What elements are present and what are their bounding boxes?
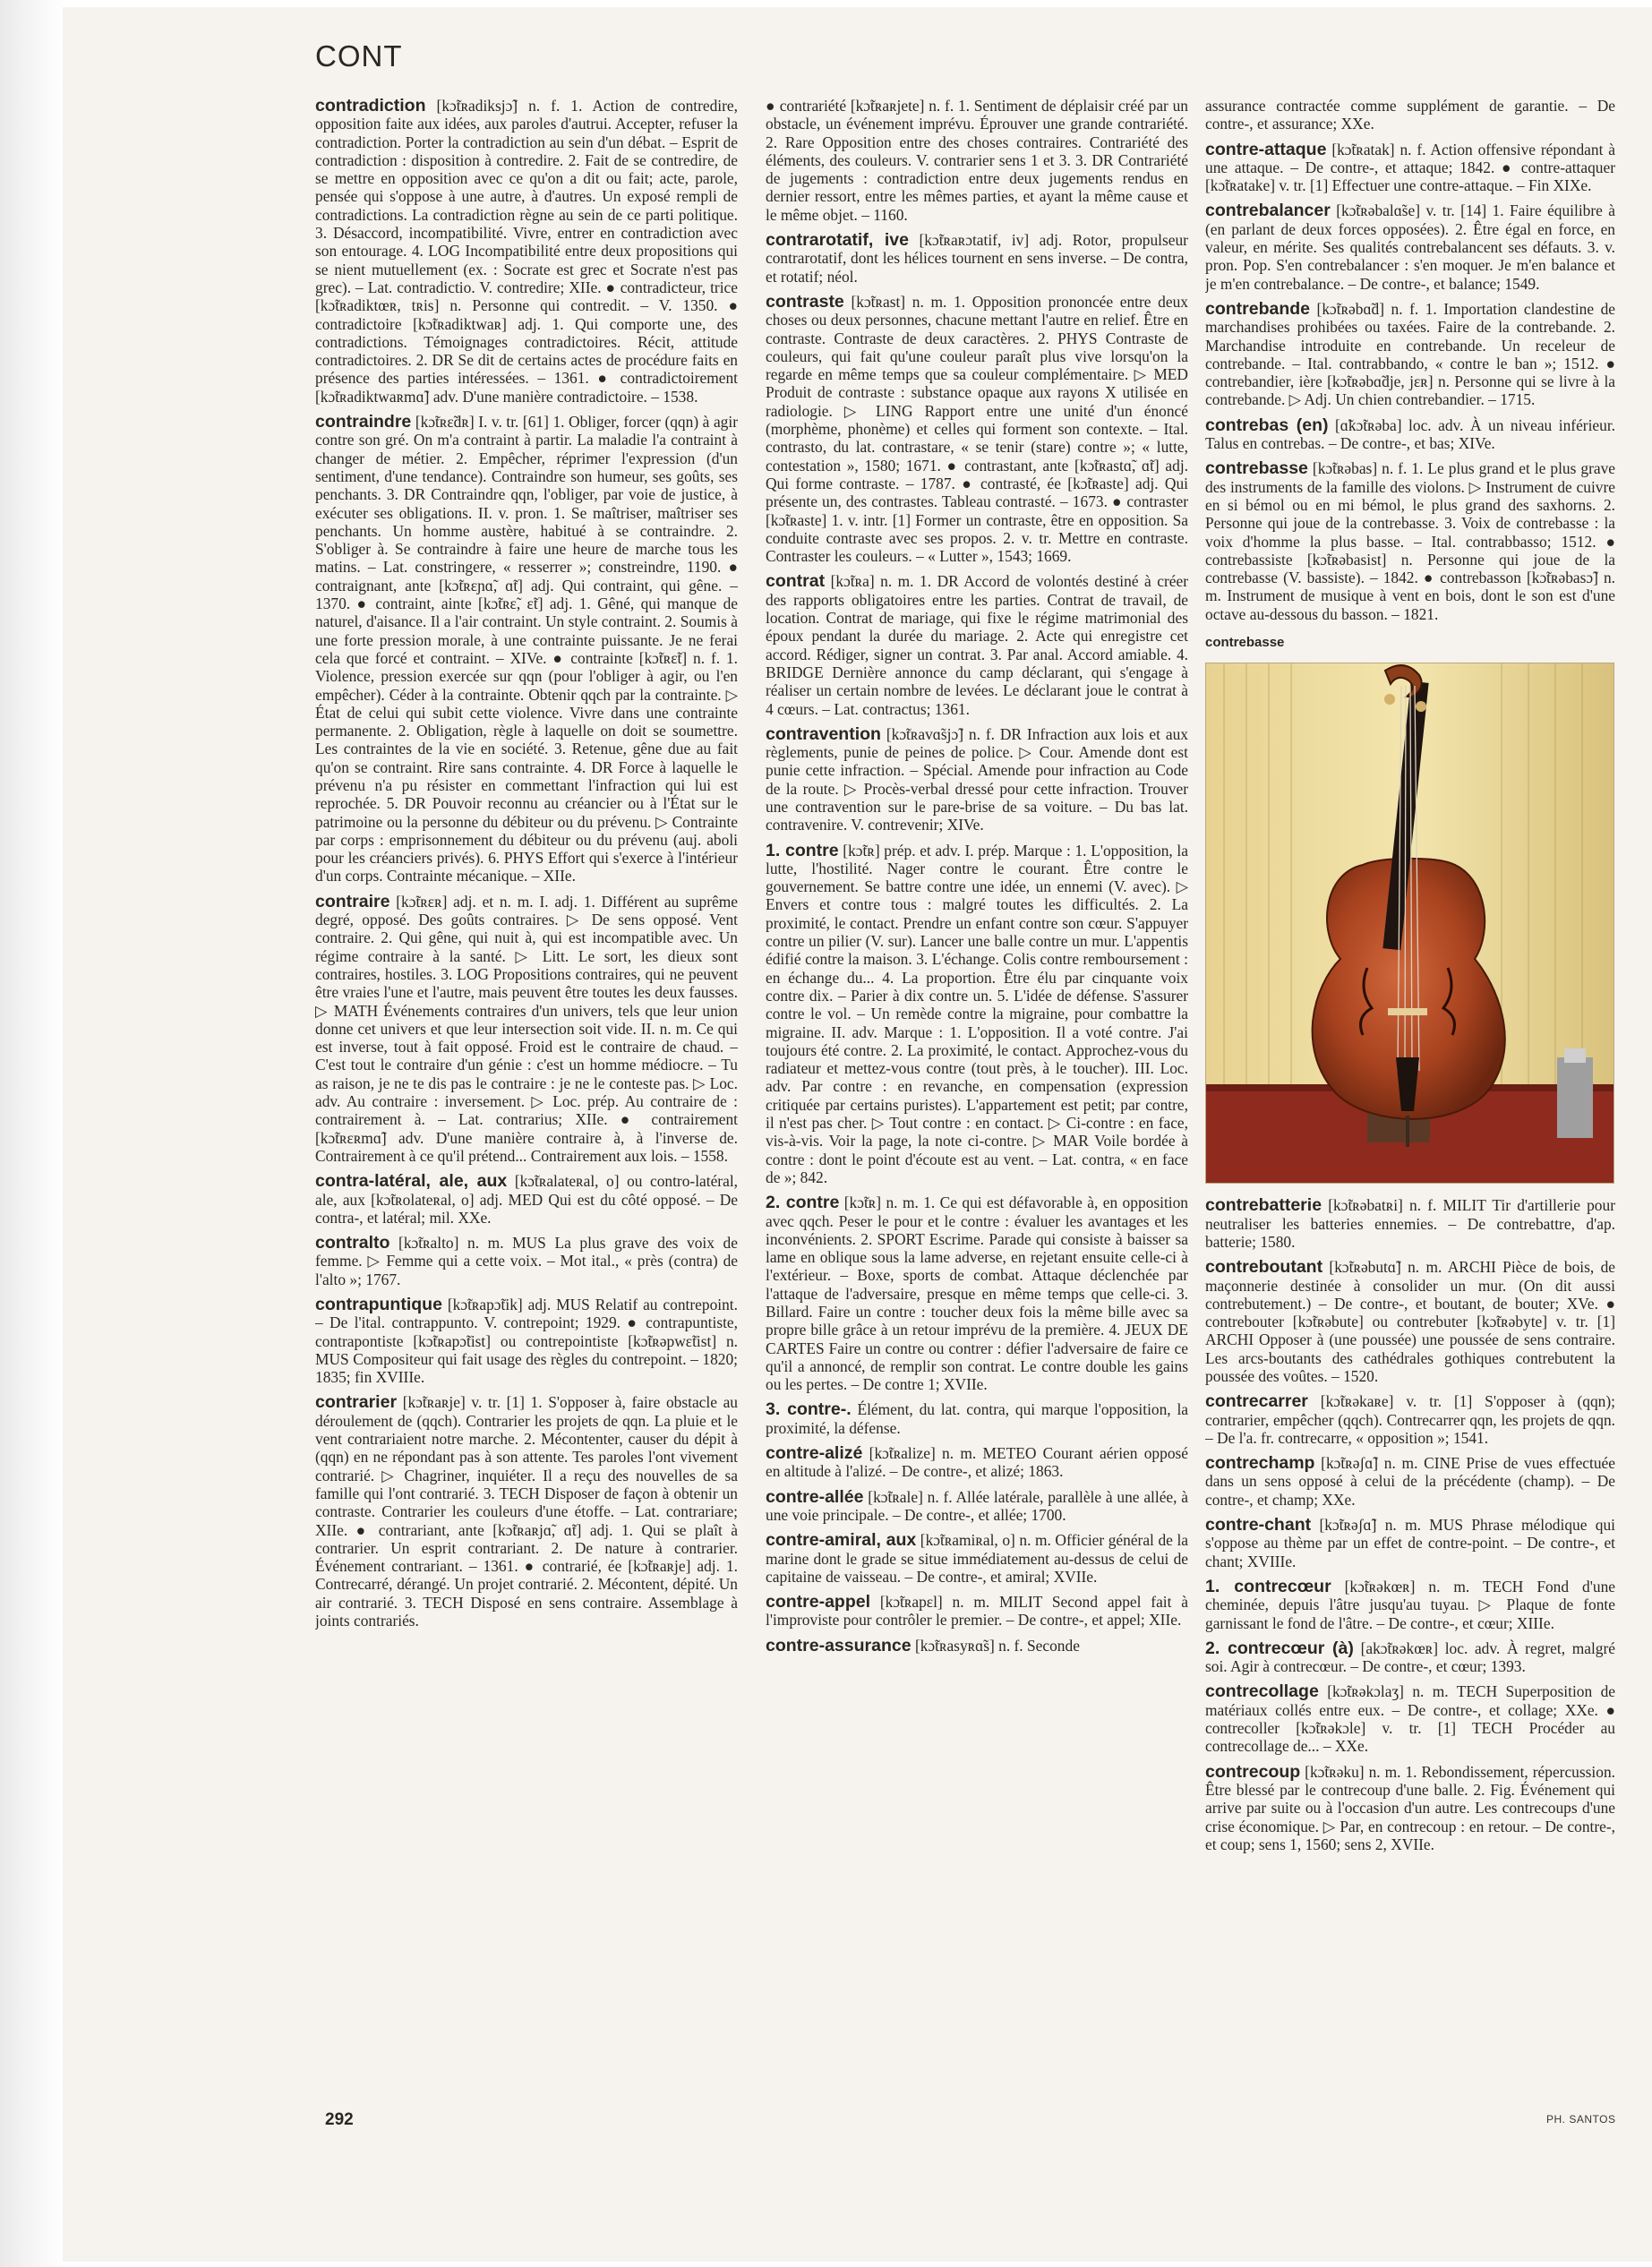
entry-headword: contrat — [766, 571, 826, 592]
dictionary-entry — [766, 1444, 1188, 1481]
entry-headword: contrarotatif, ive — [766, 230, 909, 251]
dictionary-entry — [1205, 300, 1615, 409]
entry-definition: [kɔ̃tʀəbalɑ̃se] v. tr. [14] 1. Faire équilibre à (en parlant de deux forces opposées). 2. Être égal en force, en valeur, en mérite. Ses qualités contrebalancent ses défauts. 3. v. pron. Pop. S'en contrebalancer : s'en moquer. Je m'en balance et je m'en contrebalance. – De contre-, et balance; 1549. — [1205, 201, 1615, 293]
entry-headword: contrecoup — [1205, 1761, 1301, 1782]
double-bass-photo — [1205, 663, 1614, 1184]
dictionary-entry — [766, 1531, 1188, 1586]
entry-headword: contrebalancer — [1205, 201, 1331, 221]
running-head: CONT — [315, 39, 403, 73]
entry-headword: contrarier — [315, 1392, 398, 1413]
entry-headword: contrechamp — [1205, 1453, 1315, 1474]
entry-headword: contrebasse — [1205, 458, 1308, 479]
entry-headword: contreboutant — [1205, 1257, 1323, 1278]
dictionary-entry — [766, 572, 1188, 717]
dictionary-entry — [1205, 1682, 1615, 1755]
entry-definition: [kɔ̃tʀast] n. m. 1. Opposition prononcée entre deux choses ou deux personnes, chacune mettant l'autre en relief. Être en contraste. Contraste de deux caractères. 2. PHYS Contraste de couleurs, qui fait qu'une couleur paraît plus vive lorsqu'on la regarde en même temps que sa couleur complémentaire. ▷ MED Produit de contraste : substance opaque aux rayons X utilisée en radiologie. ▷ LING Rapport entre une unité d'un énoncé (morphème, phonème) et celles qui forment son contexte. – Ital. contrasto, du lat. contrastare, « se tenir (stare) contre »; « lutte, contestation », 1580; 1671. ● contrastant, ante [kɔ̃tʀastɑ̃, ɑ̃t] adj. Qui forme contraste. – 1787. ● contrasté, ée [kɔ̃tʀaste] adj. Qui présente un, des contrastes. Tableau contrasté. – 1673. ● contraster [kɔ̃tʀaste] 1. v. intr. [1] Former un contraste, être en opposition. Sa conduite contraste avec ses propos. 2. v. tr. Mettre en contraste. Contraster les couleurs. – « Lutter », 1543; 1669. — [766, 292, 1188, 566]
entry-headword: contravention — [766, 723, 881, 744]
entry-definition: [kɔ̃tʀadiksjɔ̃] n. f. 1. Action de contredire, opposition faite aux idées, aux paroles d'autrui. Accepter, refuser la contradiction. Porter la contradiction au sein d'un débat. – Esprit de contradiction : disposition à contredire. 2. Fait de se contredire, de se mettre en opposition avec ce qu'on a dit ou fait; acte, parole, pensée qui s'oppose à une autre, à d'autres. Un exposé rempli de contradictions. La contradiction règne au sein de ce parti politique. 3. Désaccord, incompatibilité. Vivre, entrer en contradiction avec son entourage. 4. LOG Incompatibilité entre deux propositions qui se nient mutuellement (ex. : Socrate est grec et Socrate n'est pas grec). – Lat. contradictio. V. contredire; XIIe. ● contradicteur, trice [kɔ̃tʀadiktœʀ, tʀis] n. Personne qui contredit. – V. 1350. ● contradictoire [kɔ̃tʀadiktwaʀ] adj. 1. Qui comporte une, des contradictions. Témoignages contradictoires. Récit, attitude contradictoires. 2. DR Se dit de certains actes de procédure faits en présence des parties intéressées. – 1361. ● contradictoirement [kɔ̃tʀadiktwaʀmɑ̃] adv. D'une manière contradictoire. – 1538. — [315, 97, 738, 406]
entry-headword: contraindre — [315, 412, 412, 432]
dictionary-entry — [766, 293, 1188, 565]
dictionary-entry — [1205, 1763, 1615, 1853]
dictionary-entry — [766, 725, 1188, 834]
photo-caption: contrebasse — [1205, 635, 1285, 651]
entry-definition: [kɔ̃tʀalateʀal, o] ou contro-latéral, ale, aux [kɔ̃tʀolateʀal, o] adj. MED Qui est du côté opposé. – De contra-, et latéral; mil. XXe. — [315, 1172, 738, 1227]
dictionary-entry — [766, 97, 1188, 224]
entry-definition: [kɔ̃tʀaʀɔtatif, iv] adj. Rotor, propulseur contrarotatif, dont les hélices tournent en sens inverse. – De contra, et rotatif; néol. — [766, 231, 1188, 286]
dictionary-entry — [315, 893, 738, 1165]
dictionary-entry — [766, 1488, 1188, 1525]
entry-headword: contrecollage — [1205, 1681, 1319, 1702]
entry-definition: [kɔ̃tʀɛ̃dʀ] I. v. tr. [61] 1. Obliger, forcer (qqn) à agir contre son gré. On m'a contraint à partir. La maladie l'a contraint à changer de métier. 2. Empêcher, réprimer l'expression (d'un sentiment, d'une tendance). Contraindre son humeur, ses goûts, ses penchants. 3. DR Contraindre qqn, l'obliger, par voie de justice, à exécuter ses obligations. II. v. pron. 1. Se maîtriser, maîtriser ses penchants. Un homme austère, habitué à se contraindre. 2. S'obliger à. Se contraindre à faire une heure de marche tous les matins. – Lat. constringere, « resserrer »; constreindre, 1190. ● contraignant, ante [kɔ̃tʀɛɲɑ̃, ɑ̃t] adj. Qui contraint, qui gêne. – 1370. ● contraint, ainte [kɔ̃tʀɛ̃, ɛ̃t] adj. 1. Gêné, qui manque de naturel, d'aisance. Il a l'air contraint. Un style contraint. 2. Soumis à une forte pression morale, à une contrainte puissante. Je ne ferai cela que forcé et contraint. – XIVe. ● contrainte [kɔ̃tʀɛ̃t] n. f. 1. Violence, pression exercée sur qqn (pour l'obliger à agir, ou l'en empêcher). Céder à la contrainte. Obtenir qqch par la contrainte. ▷ État de celui qui subit cette violence. Vivre dans une contrainte permanente. 2. Obligation, règle à laquelle on doit se soumettre. Les contraintes de la vie en société. 3. Retenue, gêne due au fait qu'on se contraint. Rire sans contrainte. 4. DR Force à laquelle le prévenu n'a pu résister en commettant l'infraction qui lui est reprochée. 5. DR Pouvoir reconnu au créancier ou à l'État sur le patrimoine ou la personne du débiteur ou du prévenu. ▷ Contrainte par corps : emprisonnement du débiteur ou du prévenu (auj. aboli pour les créanciers privés). 6. PHYS Effort qui s'exerce à l'intérieur d'un corps. Contrainte mécanique. – XIIe. — [315, 413, 738, 885]
dictionary-entry — [315, 1393, 738, 1630]
entry-headword: contrebande — [1205, 298, 1311, 319]
dictionary-entry — [1205, 201, 1615, 292]
entry-definition: [ɑ̃kɔ̃tʀəba] loc. adv. À un niveau inférieur. Talus en contrebas. – De contre-, et bas; XIVe. — [1205, 415, 1615, 453]
dictionary-column-1 — [315, 97, 738, 2066]
entry-definition: [kɔ̃tʀalto] n. m. MUS La plus grave des voix de femme. ▷ Femme qui a cette voix. – Mot ital., « près (contra) de l'alto »; 1767. — [315, 1234, 738, 1288]
entry-definition: [kɔ̃tʀa] n. m. 1. DR Accord de volontés destiné à créer des rapports obligatoires entre les parties. Contrat de travail, de location. Contrat de mariage, qui fixe le régime matrimonial des époux pendant la durée du mariage. 2. Acte qui enregistre cet accord. Rédiger, signer un contrat. 3. Par anal. Accord amiable. 4. BRIDGE Dernière annonce du camp déclarant, qui s'engage à réaliser un certain nombre de levées. Le déclarant joue le contrat à 4 cœurs. – Lat. contractus; 1361. — [766, 572, 1188, 718]
entry-headword: contraire — [315, 891, 390, 911]
dictionary-column-3 — [1205, 97, 1615, 2066]
entry-definition: [kɔ̃tʀəbatʀi] n. f. MILIT Tir d'artillerie pour neutraliser les batteries ennemies. – De contrebattre, d'ap. batterie; 1580. — [1205, 1196, 1615, 1251]
dictionary-entry — [766, 1400, 1188, 1437]
entry-definition: [kɔ̃tʀɛʀ] adj. et n. m. I. adj. 1. Différent au suprême degré, opposé. Des goûts contraires. ▷ De sens opposé. Vent contraire. 2. Qui gêne, qui nuit à, qui est incompatible avec. Un régime contraire à la santé. ▷ Litt. Le sort, les dieux sont contraires, hostiles. 3. LOG Propositions contraires, qui ne peuvent être vraies l'une et l'autre, mais peuvent être toutes les deux fausses. ▷ MATH Événements contraires d'un univers, tels que leur union donne cet univers et que leur intersection soit vide. II. n. m. Ce qui est inverse, tout à fait opposé. Froid est le contraire de chaud. – C'est tout le contraire d'un génie : c'est un homme médiocre. – Tu as raison, je ne te dis pas le contraire : je ne le conteste pas. ▷ Loc. adv. Au contraire : inversement. ▷ Loc. prép. Au contraire de : contrairement à. – Lat. contrarius; XIIe. ● contrairement [kɔ̃tʀɛʀmɑ̃] adv. D'une manière contraire à, à l'inverse de. Contrairement à ce qu'il prétend... Contrairement aux lois. – 1558. — [315, 892, 738, 1165]
entry-headword: contra-latéral, ale, aux — [315, 1171, 508, 1192]
entry-headword: 3. contre-. — [766, 1399, 852, 1420]
dictionary-entry — [315, 1234, 738, 1288]
entry-definition: [kɔ̃tʀəkɔlaʒ] n. m. TECH Superposition de matériaux collés entre eux. – De contre-, et collage; XXe. ● contrecoller [kɔ̃tʀəkɔle] v. tr. [1] TECH Procéder au contrecollage de... – XXe. — [1205, 1682, 1615, 1756]
entry-definition: [kɔ̃tʀaʀje] v. tr. [1] 1. S'opposer à, faire obstacle au déroulement de (qqch). Contrarier les projets de qqn. La pluie et le vent contrariaient notre marche. 2. Mécontenter, causer du dépit à (qqn) en ne répondant pas à son attente. Tes paroles l'ont vivement contrarié. ▷ Chagriner, inquiéter. Il a reçu des nouvelles de sa famille qui l'ont contrarié. 3. TECH Disposer de façon à obtenir un contraste. Contrarier les couleurs d'une étoffe. – Lat. contrariare; XIIe. ● contrariant, ante [kɔ̃tʀaʀjɑ̃, ɑ̃t] adj. 1. Qui se plaît à contrarier. Un esprit contrariant. 2. De nature à contrarier. Événement contrariant. – 1361. ● contrarié, ée [kɔ̃tʀaʀje] adj. 1. Contrecarré, dérangé. Un projet contrarié. 2. Mécontent, dépité. Un air contrarié. 3. TECH Disposé en sens contraire. Assemblage à joints contrariés. — [315, 1393, 738, 1630]
entry-headword: contrebas (en) — [1205, 415, 1329, 435]
dictionary-entry — [766, 842, 1188, 1187]
dictionary-entry — [766, 1637, 1188, 1655]
page-number: 292 — [325, 2110, 354, 2129]
entry-definition: assurance contractée comme supplément de garantie. – De contre-, et assurance; XXe. — [1205, 97, 1615, 133]
dictionary-column-2 — [766, 97, 1188, 2066]
entry-definition: [kɔ̃tʀavɑ̃sjɔ̃] n. f. DR Infraction aux lois et aux règlements, punie de peines de police. ▷ Cour. Amende dont est punie cette infraction. – Spécial. Amende pour infraction au Code de la route. ▷ Procès-verbal dressé pour cette infraction. Trouver une contravention sur le pare-brise de sa voiture. – Du bas lat. contravenire. V. contrevenir; XIVe. — [766, 724, 1188, 834]
entry-definition: [kɔ̃tʀəbas] n. f. 1. Le plus grand et le plus grave des instruments de la famille des violons. ▷ Instrument de cuivre en si bémol ou en mi bémol, le plus grand des saxhorns. 2. Personne qui joue de la contrebasse. 3. Voix de contrebasse : la voix d'homme la plus basse. – Ital. contrabbasso; 1512. ● contrebassiste [kɔ̃tʀəbasist] n. Personne qui joue de la contrebasse (V. bassiste). – 1842. ● contrebasson [kɔ̃tʀəbasɔ̃] n. m. Instrument de musique à vent en bois, dont le son est d'une octave au-dessous du basson. – 1821. — [1205, 459, 1615, 623]
entry-definition: [kɔ̃tʀapɛl] n. m. MILIT Second appel fait à l'improviste pour contrôler le premier. – De contre-, et appel; XIIe. — [766, 1593, 1188, 1630]
entry-definition: [kɔ̃tʀalize] n. m. METEO Courant aérien opposé en altitude à l'alizé. – De contre-, et alizé; 1863. — [766, 1444, 1188, 1481]
entry-headword: 2. contrecœur (à) — [1205, 1638, 1354, 1658]
entry-definition: [kɔ̃tʀ] prép. et adv. I. prép. Marque : 1. L'opposition, la lutte, l'hostilité. Nager contre le courant. Être contre le gouvernement. Se battre contre une idée, un ennemi (V. avec). ▷ Envers et contre tous : malgré toutes les difficultés. 2. La proximité, le contact. Prendre un enfant contre son cœur. S'appuyer contre un pilier (V. sur). Lancer une balle contre un mur. L'appentis édifié contre la maison. 3. L'échange. Colis contre remboursement : en échange du... 4. La proportion. Être élu par cinquante voix contre dix. – Parier à dix contre un. 5. L'idée de défense. S'assurer contre le vol. – Un remède contre la migraine, pour combattre la migraine. II. adv. Marque : 1. L'opposition. Il a voté contre. J'ai toujours été contre. 2. La proximité, le contact. Approchez-vous du radiateur et mettez-vous contre (tout près, à le toucher). III. Loc. adv. Par contre : en revanche, en compensation (expression critiquée par certains puristes). L'appartement est petit; par contre, il n'est pas cher. ▷ Tout contre : en contact. ▷ Ci-contre : en face, vis-à-vis. Voir la page, la note ci-contre. ▷ MAR Voile bordée à contre : dont le point d'écoute est au vent. – Lat. contra, « en face de »; 842. — [766, 841, 1188, 1186]
dictionary-entry — [1205, 97, 1615, 133]
dictionary-entry — [766, 1193, 1188, 1393]
entry-headword: contraste — [766, 291, 844, 312]
entry-headword: contre-attaque — [1205, 139, 1327, 159]
dictionary-entry — [315, 1296, 738, 1386]
entry-definition: Élément, du lat. contra, qui marque l'opposition, la proximité, la défense. — [766, 1400, 1188, 1437]
entry-definition: [akɔ̃tʀəkœʀ] loc. adv. À regret, malgré soi. Agir à contrecœur. – De contre-, et cœur; 1393. — [1205, 1638, 1615, 1676]
entry-definition: [kɔ̃tʀamiʀal, o] n. m. Officier général de la marine dont le grade se situe immédiatement au-dessus de celui de capitaine de vaisseau. – De contre-, et amiral; XVIIe. — [766, 1531, 1188, 1586]
entry-definition: [kɔ̃tʀale] n. f. Allée latérale, parallèle à une allée, à une voie principale. – De contre-, et allée; 1700. — [766, 1487, 1188, 1524]
entry-definition: ● contrariété [kɔ̃tʀaʀjete] n. f. 1. Sentiment de déplaisir créé par un obstacle, un événement imprévu. Éprouver une grande contrariété. 2. Rare Opposition entre des choses contraires. Contrariété des éléments, des couleurs. V. contrarier sens 1 et 3. 3. DR Contrariété de jugements : contradiction entre deux jugements rendus en dernier ressort, entre les mêmes parties, et ayant la même cause et le même objet. – 1160. — [766, 97, 1188, 224]
entry-definition: [kɔ̃tʀəʃɑ̃] n. m. CINE Prise de vues effectuée dans un sens opposé à celui de la précédente (champ). – De contre-, et champ; XXe. — [1205, 1454, 1615, 1509]
entry-definition: [kɔ̃tʀəkœʀ] n. m. TECH Fond d'une cheminée, depuis l'âtre jusqu'au tuyau. ▷ Plaque de fonte garnissant le fond de l'âtre. – De contre-, et cœur; XIIIe. — [1205, 1577, 1615, 1632]
entry-headword: contrebatterie — [1205, 1195, 1322, 1216]
dictionary-entry — [1205, 141, 1615, 195]
dictionary-entry — [1205, 1392, 1615, 1447]
dictionary-entry — [1205, 1258, 1615, 1385]
entry-definition: [kɔ̃tʀəʃɑ̃] n. m. MUS Phrase mélodique qui s'oppose au thème par un effet de contre-point. – De contre-, et chant; XVIIIe. — [1205, 1516, 1615, 1570]
dictionary-entry — [1205, 416, 1615, 453]
entry-headword: contre-assurance — [766, 1635, 912, 1655]
dictionary-entry — [315, 413, 738, 885]
double-bass-illustration — [1206, 663, 1613, 1183]
dictionary-entry — [766, 231, 1188, 286]
dictionary-entry — [766, 1593, 1188, 1630]
entry-definition: [kɔ̃tʀəkaʀe] v. tr. [1] S'opposer à (qqn); contrarier, empêcher (qqch). Contrecarrer qqn, les projets de qqn. – De l'a. fr. contrecarre, « opposition »; 1541. — [1205, 1392, 1615, 1447]
dictionary-entry — [1205, 1578, 1615, 1632]
entry-headword: contre-amiral, aux — [766, 1530, 917, 1551]
entry-headword: 1. contrecœur — [1205, 1576, 1331, 1596]
entry-headword: contre-appel — [766, 1592, 871, 1613]
entry-headword: contre-allée — [766, 1486, 864, 1507]
dictionary-entry — [1205, 1516, 1615, 1570]
entry-headword: 2. contre — [766, 1193, 840, 1213]
entry-headword: contrapuntique — [315, 1295, 442, 1314]
entry-headword: 1. contre — [766, 840, 839, 860]
entry-definition: [kɔ̃tʀatak] n. f. Action offensive répondant à une attaque. – De contre-, et attaque; 1842. ● contre-attaquer [kɔ̃tʀatake] v. tr. [1] Effectuer une contre-attaque. – Fin XIXe. — [1205, 140, 1615, 195]
dictionary-entry — [1205, 459, 1615, 623]
entry-headword: contre-chant — [1205, 1515, 1312, 1536]
entry-headword: contradiction — [315, 97, 426, 115]
entry-definition: [kɔ̃tʀapɔ̃tik] adj. MUS Relatif au contrepoint. – De l'ital. contrappunto. V. contrepoint; 1929. ● contrapuntiste, contrapontiste [kɔ̃tʀapɔ̃tist] ou contrepointiste [kɔ̃tʀəpwɛ̃tist] n. MUS Compositeur qui fait usage des règles du contrepoint. – 1820; 1835; fin XVIIIe. — [315, 1296, 738, 1387]
entry-definition: [kɔ̃tʀasyʀɑ̃s] n. f. Seconde — [914, 1636, 1080, 1655]
entry-headword: contre-alizé — [766, 1443, 863, 1464]
dictionary-entry — [315, 97, 738, 406]
entry-headword: contrecarrer — [1205, 1391, 1308, 1412]
dictionary-entry — [1205, 1639, 1615, 1676]
entry-definition: [kɔ̃tʀəbɑ̃d] n. f. 1. Importation clandestine de marchandises prohibées ou taxées. Faire de la contrebande. 2. Marchandise introduite en contrebande. Un receleur de contrebande. – Ital. contrabbando, « contre le ban »; 1512. ● contrebandier, ière [kɔ̃tʀəbɑ̃dje, jɛʀ] n. Personne qui se livre à la contrebande. ▷ Adj. Un chien contrebandier. – 1715. — [1205, 299, 1615, 409]
scan-shadow — [0, 0, 64, 2267]
entry-definition: [kɔ̃tʀəbutɑ̃] n. m. ARCHI Pièce de bois, de maçonnerie destinée à consolider un mur. (On dit aussi contrebutement.) – De contre-, et boutant, de bouter; XVe. ● contrebouter [kɔ̃tʀəbute] ou contrebuter [kɔ̃tʀəbyte] v. tr. [1] ARCHI Opposer à (une poussée) une poussée de sens contraire. Les arcs-boutants des cathédrales gothiques contrebutent la poussée des voûtes. – 1520. — [1205, 1258, 1615, 1385]
dictionary-entry — [315, 1172, 738, 1227]
dictionary-entry — [1205, 1454, 1615, 1509]
dictionary-entry — [1205, 1196, 1615, 1251]
photo-credit: PH. SANTOS — [1546, 2113, 1616, 2126]
entry-definition: [kɔ̃tʀəku] n. m. 1. Rebondissement, répercussion. Être blessé par le contrecoup d'une balle. 2. Fig. Événement qui arrive par suite ou à l'occasion d'un autre. Les contrecoups d'une crise économique. ▷ Par, en contrecoup : en retour. – De contre-, et coup; sens 1, 1560; sens 2, XVIIe. — [1205, 1762, 1615, 1853]
entry-headword: contralto — [315, 1233, 390, 1253]
entry-definition: [kɔ̃tʀ] n. m. 1. Ce qui est défavorable à, en opposition avec qqch. Peser le pour et le contre : évaluer les avantages et les inconvénients. 2. SPORT Escrime. Parade qui consiste à baisser sa lame en oblique sous la lame adverse, en rejetant ensuite celle-ci à l'extérieur. – Boxe, sports de combat. Attaque déclenchée par l'attaque de l'adversaire, presque en même temps que celle-ci. 3. Billard. Faire un contre : toucher deux fois la même bille avec sa propre bille grâce à un retour imprévu de la première. 4. JEUX DE CARTES Faire un contre ou contrer : défier l'adversaire de faire ce qu'il a annoncé, de remplir son contrat. Le contre double les gains ou les pertes. – De contre 1; XVIIe. — [766, 1193, 1188, 1394]
